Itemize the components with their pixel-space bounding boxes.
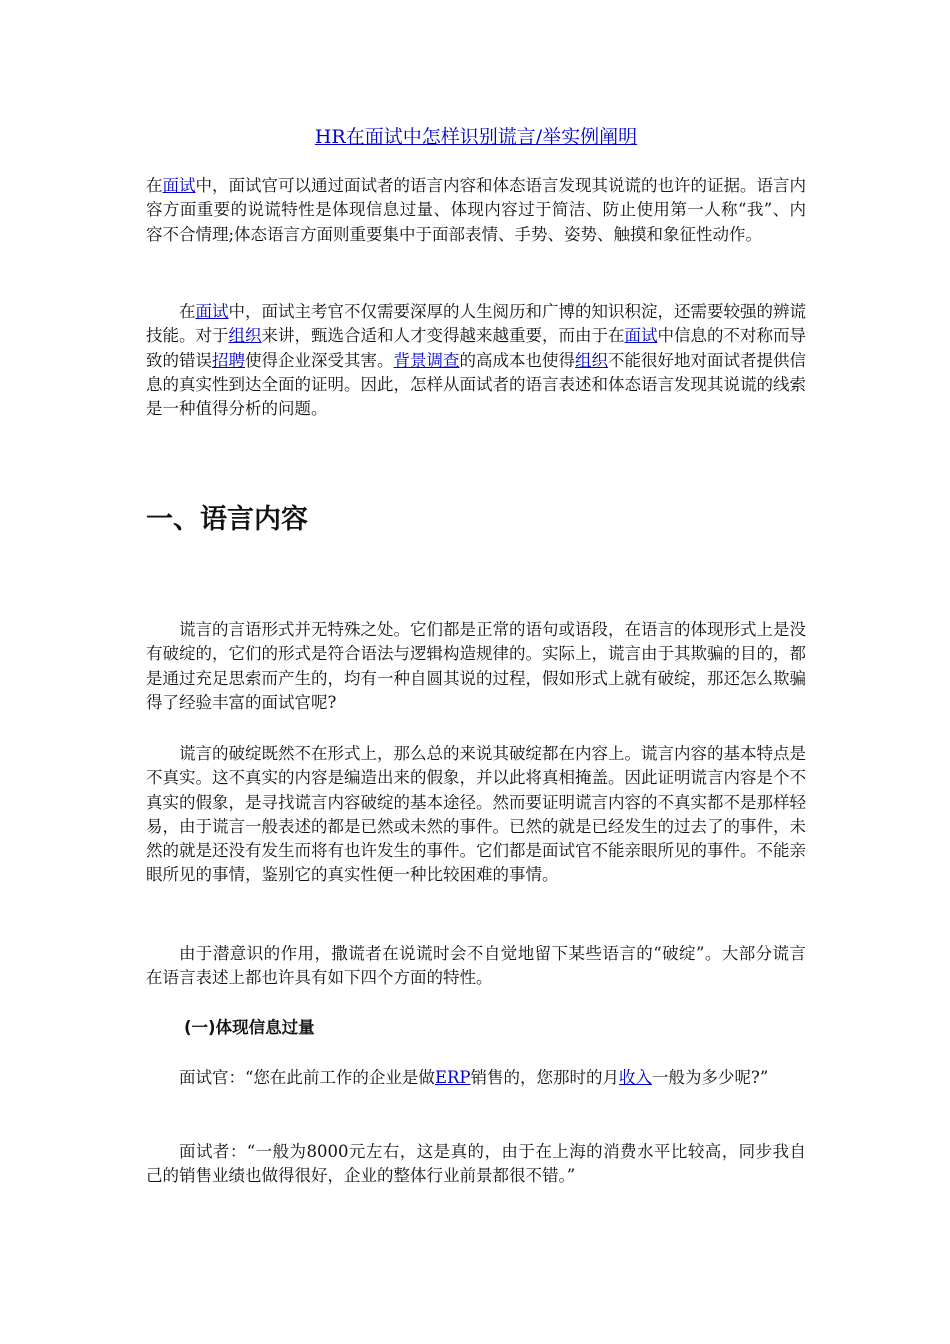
intro-paragraph-1 xyxy=(146,174,806,247)
section-paragraph-3: 由于潜意识的作用，撒谎者在说谎时会不自觉地留下某些语言的“破绽”。大部分谎言在语言表述上都也许具有如下四个方面的特性。 xyxy=(146,944,806,988)
section-paragraph-1: 谎言的言语形式并无特殊之处。它们都是正常的语句或语段，在语言的体现形式上是没有破绽的，它们的形式是符合语法与逻辑构造规律的。实际上，谎言由于其欺骗的目的，都是通过充足思索而产生的，均有一种自圆其说的过程，假如形式上就有破绽，那还怎么欺骗得了经验丰富的面试官呢? xyxy=(146,620,806,712)
text-run: 一般为多少呢?” xyxy=(652,1068,769,1087)
text-run: 的高成本也使得 xyxy=(459,350,575,370)
text-run: 在 xyxy=(179,302,196,321)
link-interview[interactable]: 面试 xyxy=(624,326,658,346)
text-run: 面试官：“您在此前工作的企业是做 xyxy=(179,1068,435,1087)
link-recruitment[interactable]: 招聘 xyxy=(212,350,245,370)
text-run: 不能很好地对面试者提供信息的真实性到达全面的证明。因此，怎样从面试者的语言表述和体态语言发现其说谎的线索是一种值得分析的问题。 xyxy=(146,350,806,419)
text-run: 中，面试主考官不仅需要深厚的人生阅历和广博的知识积淀，还需要较强的辨谎技能。对于 xyxy=(146,302,806,346)
link-organization[interactable]: 组织 xyxy=(575,350,608,370)
link-erp[interactable]: ERP xyxy=(434,1068,471,1087)
text-run: 来讲，甄选合适和人才变得越来越重要，而由于在 xyxy=(261,326,625,346)
link-interview[interactable]: 面试 xyxy=(195,302,229,321)
document-title-link[interactable]: HR在面试中怎样识别谎言/举实例阐明 xyxy=(314,126,638,148)
interviewer-question xyxy=(146,1066,806,1090)
text-run: 中，面试官可以通过面试者的语言内容和体态语言发现其说谎的也许的证据。语言内容方面重要的说谎特性是体现信息过量、体现内容过于简洁、防止使用第一人称“我”、内容不合情理;体态语言方面则重要集中于面部表情、手势、姿势、触摸和象征性动作。 xyxy=(146,176,806,244)
text-run: 在 xyxy=(146,176,163,195)
link-background-check[interactable]: 背景调查 xyxy=(393,350,460,370)
link-income[interactable]: 收入 xyxy=(619,1068,653,1087)
intro-paragraph-2 xyxy=(146,300,806,421)
text-run: 使得企业深受其害。 xyxy=(245,350,394,370)
link-organization[interactable]: 组织 xyxy=(228,326,262,346)
section-heading: 一、语言内容 xyxy=(146,504,308,535)
section-paragraph-2: 谎言的破绽既然不在形式上，那么总的来说其破绽都在内容上。谎言内容的基本特点是不真实。这不真实的内容是编造出来的假象，并以此将真相掩盖。因此证明谎言内容是个不真实的假象，是寻找谎言内容破绽的基本途径。然而要证明谎言内容的不真实都不是那样轻易，由于谎言一般表述的都是已然或未然的事件。已然的就是已经发生的过去了的事件，未然的就是还没有发生而将有也许发生的事件。它们都是面试官不能亲眼所见的事件。不能亲眼所见的事情，鉴别它的真实性便一种比较困难的事情。 xyxy=(146,744,806,885)
text-run: 销售的，您那时的月 xyxy=(470,1068,620,1087)
sub-heading: (一)体现信息过量 xyxy=(184,1018,315,1037)
text-run: 中信息的不对称而导致的错误 xyxy=(146,326,806,370)
interviewee-answer: 面试者：“一般为8000元左右，这是真的，由于在上海的消费水平比较高，同步我自己的销售业绩也做得很好，企业的整体行业前景都很不错。” xyxy=(146,1142,806,1186)
link-interview[interactable]: 面试 xyxy=(162,176,196,195)
